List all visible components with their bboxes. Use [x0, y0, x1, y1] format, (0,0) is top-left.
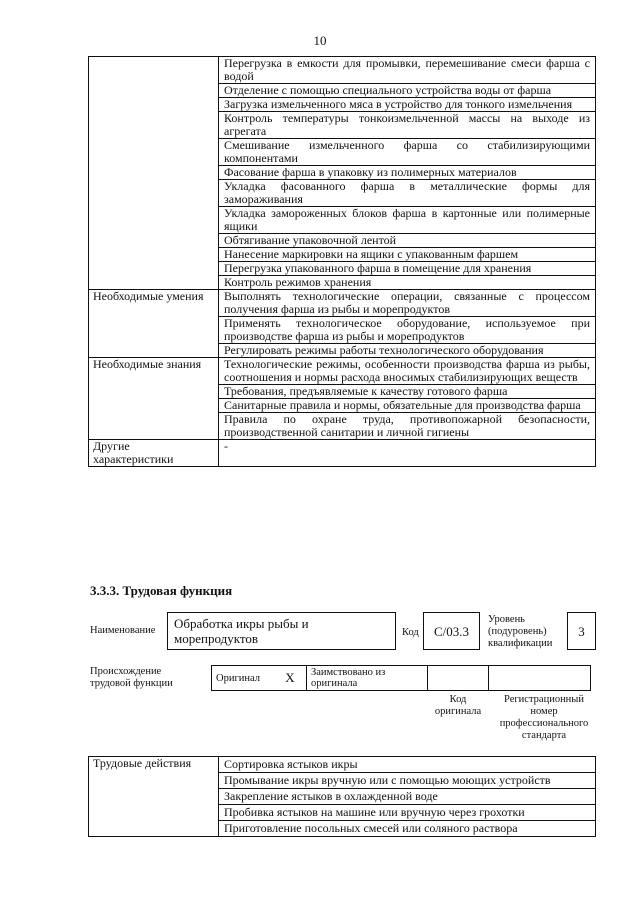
level-value: 3 — [578, 624, 585, 639]
row-item: Требования, предъявляемые к качеству готового фарша — [219, 385, 596, 399]
competence-table — [88, 56, 596, 467]
row-item: Регулировать режимы работы технологического оборудования — [219, 344, 596, 358]
row-label — [89, 57, 219, 290]
row-item: Загрузка измельченного мяса в устройство для тонкого измельчения — [219, 98, 596, 112]
row-item: Смешивание измельченного фарша со стабилизирующими компонентами — [219, 139, 596, 166]
table-row — [89, 440, 596, 467]
row-item: Обтягивание упаковочной лентой — [219, 234, 596, 248]
row-item: Технологические режимы, особенности производства фарша из рыбы, соотношения и нормы расхода вносимых стабилизирующих веществ — [219, 358, 596, 385]
row-label: Другие характеристики — [89, 440, 219, 467]
labor-actions-table — [88, 756, 596, 837]
row-item: Контроль режимов хранения — [219, 276, 596, 290]
reg-caption: Регистрационный номер профессионального стандарта — [499, 694, 589, 741]
origin-table — [211, 665, 591, 691]
row-item: Правила по охране труда, противопожарной безопасности, производственной санитарии и личной гигиены — [219, 413, 596, 440]
row-item: Применять технологическое оборудование, используемое при производстве фарша из рыбы и морепродуктов — [219, 317, 596, 344]
labor-action-item: Сортировка ястыков икры — [219, 757, 596, 773]
row-item: Укладка фасованного фарша в металлические формы для замораживания — [219, 180, 596, 207]
level-box — [567, 612, 596, 650]
code-caption: Код оригинала — [434, 694, 482, 717]
row-label: Необходимые умения — [89, 290, 219, 358]
row-item: Отделение с помощью специального устройства воды от фарша — [219, 84, 596, 98]
row-item: Перегрузка упакованного фарша в помещение для хранения — [219, 262, 596, 276]
level-label: Уровень (подуровень) квалификации — [488, 614, 553, 649]
row-item: Фасование фарша в упаковку из полимерных материалов — [219, 166, 596, 180]
table-row — [89, 358, 596, 385]
code-label: Код — [402, 627, 419, 638]
labor-action-item: Пробивка ястыков на машине или вручную через грохотки — [219, 805, 596, 821]
row-item: Контроль температуры тонкоизмельченной массы на выходе из агрегата — [219, 112, 596, 139]
labor-action-item: Закрепление ястыков в охлажденной воде — [219, 789, 596, 805]
code-value: С/03.3 — [433, 624, 470, 639]
labor-action-item: Приготовление посольных смесей или соляного раствора — [219, 821, 596, 837]
row-item: Санитарные правила и нормы, обязательные для производства фарша — [219, 399, 596, 413]
row-label: Необходимые знания — [89, 358, 219, 440]
row-item: - — [219, 440, 596, 467]
borrowed-label: Заимствовано из оригинала — [307, 666, 428, 691]
function-name-value: Обработка икры рыбы и морепродуктов — [174, 616, 309, 646]
reg-number-cell — [489, 666, 591, 691]
function-name-box — [167, 612, 396, 650]
name-label: Наименование — [90, 625, 156, 636]
page-number: 10 — [313, 33, 327, 48]
original-mark: X — [274, 666, 307, 691]
row-item: Укладка замороженных блоков фарша в картонные или полимерные ящики — [219, 207, 596, 234]
row-item: Выполнять технологические операции, связанные с процессом получения фарша из рыбы и морепродуктов — [219, 290, 596, 317]
row-item: Перегрузка в емкости для промывки, перемешивание смеси фарша с водой — [219, 57, 596, 84]
original-code-cell — [428, 666, 489, 691]
row-item: Нанесение маркировки на ящики с упакованным фаршем — [219, 248, 596, 262]
table-row — [89, 57, 596, 84]
original-label: Оригинал — [212, 666, 275, 691]
table-row — [89, 290, 596, 317]
origin-label: Происхождение трудовой функции — [90, 666, 173, 689]
section-title: 3.3.3. Трудовая функция — [90, 583, 233, 598]
table-row — [89, 757, 596, 773]
code-box — [423, 612, 480, 650]
labor-action-item: Промывание икры вручную или с помощью моющих устройств — [219, 773, 596, 789]
labor-actions-label: Трудовые действия — [89, 757, 219, 837]
